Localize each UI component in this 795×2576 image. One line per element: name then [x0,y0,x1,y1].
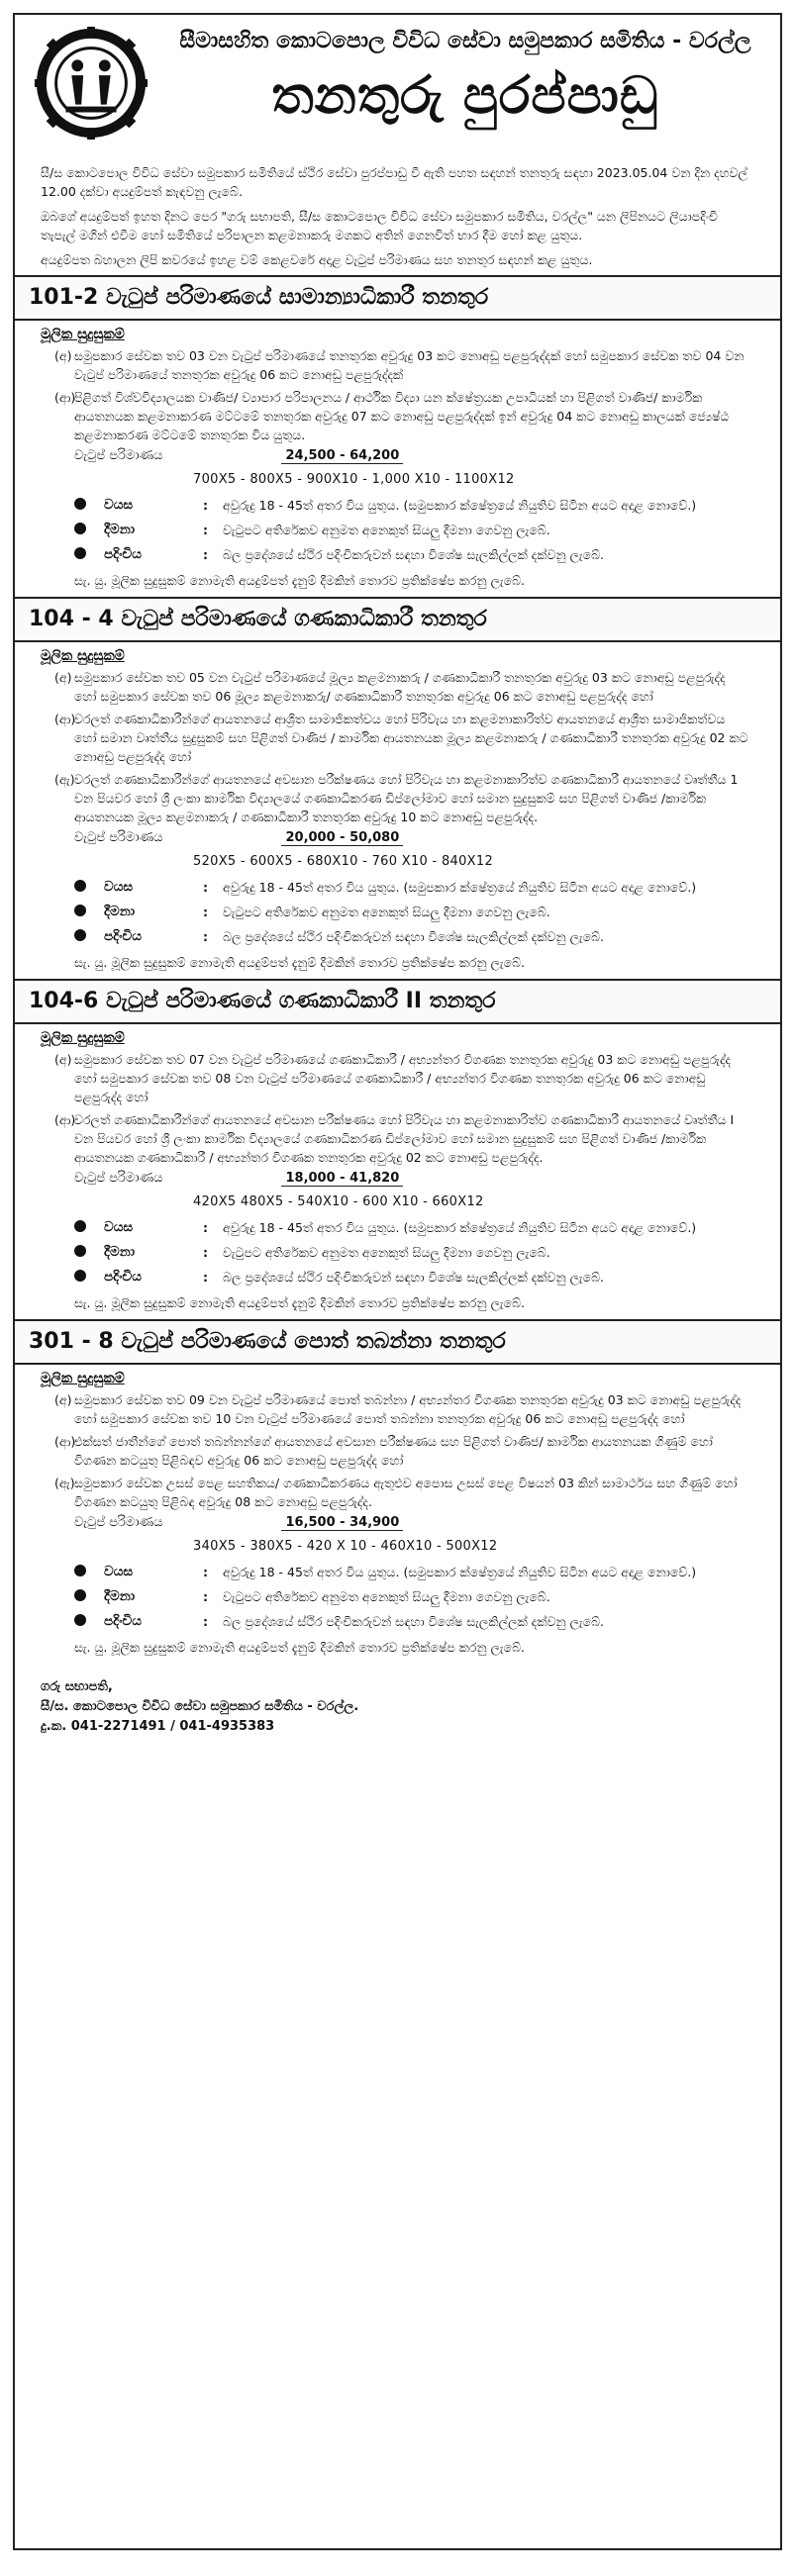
vacancy-section [15,275,780,597]
qualification-text: පිළිගත් විශ්වවිද්‍යාලයක වාණිජ/ ව්‍යාපාර පරිපාලනය / ආර්ථික විද්‍යා යන ක්ෂේත්‍රයක උපාධියක් හා පිළිගත් වාණිජ/ කාර්මික ආයතනයක කළමනාකරණ මට්ටමේ තනතුරක අවුරුදු 07 කට නොඅඩු පළපුරුද්දක් ඉන් අවුරුදු 04 කට නොඅඩු කාලයක් ජ්‍යෙෂ්ඨ කළමනාකරණ මට්ටමේ තනතුරක විය යුතුය. [74,390,729,442]
colon: : [203,498,208,513]
footer-contact [15,1664,780,1751]
age-label: වයස [104,1564,134,1579]
intro-paragraph: අයදුම්පත බහාලන ලිපි කවරයේ ඉහළ වම් කෙළවරේ අදාළ වැටුප් පරිමාණය සහ තනතුර සඳහන් කළ යුතුය. [41,252,593,267]
residence-text: බල ප්‍රදේශයේ ස්ථිර පදිංචිකරුවන් සඳහා විශේෂ සැලකිල්ලක් දක්වනු ලැබේ. [223,547,605,562]
residence-text: බල ප්‍රදේශයේ ස්ථිර පදිංචිකරුවන් සඳහා විශේෂ සැලකිල්ලක් දක්වනු ලැබේ. [223,1270,605,1285]
bullet-icon [74,1220,86,1232]
bullet-icon [74,498,86,510]
qualification-item [15,1430,780,1472]
item-marker: (අ) [54,1052,72,1067]
item-marker: (ඇ) [54,1476,75,1490]
age-label: වයස [104,879,134,895]
colon: : [203,1270,208,1285]
allowance-row [15,518,780,542]
allowance-label: දීමනා [104,1244,136,1260]
qualification-text: සමුපකාර සේවක තව 05 වන වැටුප් පරිමාණයේ මූල්‍ය කළමනාකරු / ගණකාධිකාරී තනතුරක අවුරුදු 03 කට නොඅඩු පළපුරුද්ද හෝ සමුපකාර සේවක තව 06 මූල්‍ය කළමනාකරු/ ගණකාධිකාරී තනතුරක අවුරුදු 06 කට නොඅඩු පළපුරුද්ද හෝ [74,670,726,704]
salary-label: වැටුප් පරිමාණය [74,1515,163,1530]
bullet-icon [74,523,86,534]
item-marker: (අ) [54,348,72,363]
qualification-item [15,1108,780,1169]
allowance-text: වැටුපට අතිරේකව අනුමත අනෙකුත් සියලු දීමනා ගෙවනු ලැබේ. [223,523,550,537]
section-title: 301 - 8 වැටුප් පරිමාණයේ පොත් තබන්නා තනතුර [15,1319,780,1365]
residence-label: පදිංචිය [104,928,142,944]
item-marker: (ඇ) [54,772,75,787]
section-title: 104-6 වැටුප් පරිමාණයේ ගණකාධිකාරී II තනතුර [15,979,780,1024]
footer-phone: දු.ක. 041-2271491 / 041-4935383 [41,1719,275,1734]
age-text: අවුරුදු 18 - 45ත් අතර විය යුතුය. (සමුපකාර ක්ෂේත්‍රයේ නියුතිව සිටින අයට අදාළ නොවේ.) [223,1565,697,1579]
qualification-text: සමුපකාර සේවක තව 07 වන වැටුප් පරිමාණයේ ගණකාධිකාරී / අභ්‍යන්තර විගණක තනතුරක අවුරුදු 03 කට නොඅඩු පළපුරුද්ද හෝ සමුපකාර සේවක තව 08 වන වැටුප් පරිමාණයේ ගණකාධිකාරී / අභ්‍යන්තර විගණක තනතුරක අවුරුදු 06 කට නොඅඩු පළපුරුද්ද හෝ [74,1052,732,1104]
salary-range: 16,500 - 34,900 [281,1515,403,1531]
colon: : [203,523,208,537]
salary-steps: 700X5 - 800X5 - 900X10 - 1,000 X10 - 1100X12 [193,472,515,487]
residence-label: පදිංචිය [104,1269,142,1285]
residence-row [15,542,780,567]
age-text: අවුරුදු 18 - 45ත් අතර විය යුතුය. (සමුපකාර ක්ෂේත්‍රයේ නියුතිව සිටින අයට අදාළ නොවේ.) [223,880,697,895]
section-title: 101-2 වැටුප් පරිමාණයේ සාමාන්‍යාධිකාරී තනතුර [15,275,780,321]
vacancy-section [15,1319,780,1664]
item-marker: (ආ) [54,390,76,405]
age-label: වයස [104,1219,134,1235]
section-title: 104 - 4 වැටුප් පරිමාණයේ ගණකාධිකාරී තනතුර [15,597,780,642]
bullet-icon [74,905,86,916]
residence-row [15,1609,780,1634]
qualification-item [15,1048,780,1108]
header [15,15,780,163]
colon: : [203,929,208,944]
section-note: සැ. යු. මූලික සුදුසුකම් නොමැති අයදුම්පත් දැනුම් දීමකින් තොරව ප්‍රතික්ෂේප කරනු ලැබේ. [74,1295,526,1310]
qualification-text: එක්සත් ජාතීන්ගේ පොත් තබන්නන්ගේ ආයතනයේ අවසාන පරීක්ෂණය සහ පිළිගත් වාණිජ/ කාර්මික ආයතනයක ගිණුම් හෝ විගණන කටයුතු පිළිබඳව අවුරුදු 06 කට නොඅඩු පළපුරුද්ද හෝ [74,1434,713,1468]
footer-line: සී/ස. කොටපොල විවිධ සේවා සමුපකාර සමිතිය - වරල්ල. [41,1699,359,1714]
age-text: අවුරුදු 18 - 45ත් අතර විය යුතුය. (සමුපකාර ක්ෂේත්‍රයේ නියුතිව සිටින අයට අදාළ නොවේ.) [223,498,697,513]
section-note: සැ. යු. මූලික සුදුසුකම් නොමැති අයදුම්පත් දැනුම් දීමකින් තොරව ප්‍රතික්ෂේප කරනු ලැබේ. [74,573,526,588]
colon: : [203,547,208,562]
qualification-item [15,386,780,446]
residence-text: බල ප්‍රදේශයේ ස්ථිර පදිංචිකරුවන් සඳහා විශේෂ සැලකිල්ලක් දක්වනු ලැබේ. [223,929,605,944]
allowance-label: දීමනා [104,522,136,537]
residence-row [15,1265,780,1289]
residence-row [15,924,780,949]
item-marker: (අ) [54,1392,72,1407]
item-marker: (ආ) [54,712,76,726]
colon: : [203,880,208,895]
vacancy-section [15,597,780,979]
colon: : [203,1589,208,1604]
section-note: සැ. යු. මූලික සුදුසුකම් නොමැති අයදුම්පත් දැනුම් දීමකින් තොරව ප්‍රතික්ෂේප කරනු ලැබේ. [74,1640,526,1655]
allowance-row [15,900,780,924]
qualification-text: සමුපකාර සේවක තව 09 වන වැටුප් පරිමාණයේ පොත් තබන්නා / අභ්‍යන්තර විගණක තනතුරක අවුරුදු 03 කට නොඅඩු පළපුරුද්ද හෝ සමුපකාර සේවක තව 10 වන වැටුප් පරිමාණයේ පොත් තබන්නා තනතුරක අවුරුදු 06 කට නොඅඩු පළපුරුද්ද හෝ [74,1392,742,1426]
residence-label: පදිංචිය [104,1613,142,1629]
bullet-icon [74,547,86,559]
salary-row [15,1513,780,1531]
bullet-icon [74,1614,86,1626]
qualifications-heading: මූලික සුදුසුකම් [41,1371,125,1386]
qualification-item [15,768,780,828]
colon: : [203,1245,208,1260]
salary-row [15,1169,780,1187]
intro-paragraph: ඔබගේ අයදුම්පත් ඉහත දිනට පෙර "ගරු සභාපති, සී/ස කොටපොල විවිධ සේවා සමුපකාර සමිතිය, වරල්ල" යන ලිපිනයට ලියාපදිංචි තැපැල් මගින් එවීම හෝ සමිතියේ පරිපාලන කළමනාකරු මගකට අතින් ගෙනවිත් භාර දීම හෝ කළ යුතුය. [41,209,718,242]
qualification-item [15,708,780,768]
bullet-icon [74,880,86,892]
qualification-text: වරලත් ගණකාධිකාරීන්ගේ ආයතනයේ අවසාන පරීක්ෂණය හෝ පිරිවැය හා කළමනාකාරිත්ව ගණකාධිකාරී ආයතනයේ වෘත්තීය I වන පියවර හෝ ශ්‍රී ලංකා කාර්මික විද්‍යාලයේ ගණකාධිකරණ ඩිප්ලෝමාව හෝ සමාන සුදුසුකම් සහ පිළිගත් වාණිජ /කාර්මික ආයතනයක ගණකාධිකාරී / අභ්‍යන්තර විගණක තනතුරක අවුරුදු 02 කට නොඅඩු පළපුරුද්ද. [74,1112,735,1165]
bullet-icon [74,1270,86,1282]
age-label: වයස [104,497,134,513]
qualifications-heading: මූලික සුදුසුකම් [41,327,125,342]
bullet-icon [74,1565,86,1576]
age-row [15,493,780,518]
salary-steps: 340X5 - 380X5 - 420 X 10 - 460X10 - 500X12 [193,1539,498,1554]
colon: : [203,1565,208,1579]
colon: : [203,905,208,919]
allowance-text: වැටුපට අතිරේකව අනුමත අනෙකුත් සියලු දීමනා ගෙවනු ලැබේ. [223,1589,550,1604]
qualifications-heading: මූලික සුදුසුකම් [41,648,125,664]
salary-row [15,446,780,464]
colon: : [203,1614,208,1629]
cooperative-logo-icon [33,25,149,142]
salary-label: වැටුප් පරිමාණය [74,1171,163,1186]
allowance-text: වැටුපට අතිරේකව අනුමත අනෙකුත් සියලු දීමනා ගෙවනු ලැබේ. [223,1245,550,1260]
qualification-item [15,344,780,386]
colon: : [203,1220,208,1235]
item-marker: (අ) [54,670,72,685]
allowance-text: වැටුපට අතිරේකව අනුමත අනෙකුත් සියලු දීමනා ගෙවනු ලැබේ. [223,905,550,919]
salary-row [15,828,780,846]
residence-label: පදිංචිය [104,546,142,562]
salary-steps: 520X5 - 600X5 - 680X10 - 760 X10 - 840X12 [193,854,494,869]
intro-text [15,163,780,269]
age-row [15,875,780,900]
item-marker: (ආ) [54,1112,76,1127]
salary-label: වැටුප් පරිමාණය [74,448,163,463]
organization-name: සීමාසහිත කොටපොල විවිධ සේවා සමුපකාර සමිතිය - වරල්ල [179,29,751,53]
advertisement-title: තනතුරු පුරප්පාඩු [271,66,659,126]
footer-line: ගරු සභාපති, [41,1679,113,1694]
salary-range: 24,500 - 64,200 [281,448,403,464]
vacancy-section [15,979,780,1319]
salary-range: 18,000 - 41,820 [281,1171,403,1187]
intro-paragraph: සී/ස කොටපොල විවිධ සේවා සමුපකාර සමිතියේ ස්ථිර සේවා පුරප්පාඩු වී ඇති පහත සඳහන් තනතුරු සඳහා 2023.05.04 වන දින දහවල් 12.00 දක්වා අයදුම්පත් කැඳවනු ලැබේ. [41,165,748,199]
allowance-label: දීමනා [104,1588,136,1604]
qualification-text: වරලත් ගණකාධිකාරීන්ගේ ආයතනයේ ආශ්‍රිත සාමාජිකත්වය හෝ පිරිවැය හා කළමනාකාරිත්ව ආයතනයේ ආශ්‍රිත සාමාජිකත්වය හෝ සමාන වෘත්තීය සුදුසුකම් සහ පිළිගත් වාණිජ / කාර්මික ආයතනයක මූල්‍ය කළමනාකරු / ගණකාධිකාරී තනතුරක අවුරුදු 02 කට නොඅඩු පළපුරුද්ද හෝ [74,712,748,764]
salary-range: 20,000 - 50,080 [281,830,403,846]
qualification-text: වරලත් ගණකාධිකාරීන්ගේ ආයතනයේ අවසාන පරීක්ෂණය හෝ පිරිවැය හා කළමනාකාරිත්ව ගණකාධිකාරී ආයතනයේ වෘත්තීය 1 වන පියවර හෝ ශ්‍රී ලංකා කාර්මික විද්‍යාලයේ ගණකාධිකරණ ඩිප්ලෝමාව හෝ සමාන සුදුසුකම් සහ පිළිගත් වාණිජ /කාර්මික ආයතනයක මූල්‍ය කළමනාකරු / ගණකාධිකාරී තනතුරක අවුරුදු 10 කට නොඅඩු පළපුරුද්ද. [74,772,739,824]
advertisement-page [13,13,782,2550]
qualification-text: සමුපකාර සේවක තව 03 වන වැටුප් පරිමාණයේ තනතුරක අවුරුදු 03 කට නොඅඩු පළපුරුද්දක් හෝ සමුපකාර සේවක තව 04 වන වැටුප් පරිමාණයේ තනතුරක අවුරුදු 06 කට නොඅඩු පළපුරුද්දක් [74,348,745,382]
qualification-item [15,1472,780,1513]
qualification-item [15,1388,780,1430]
age-row [15,1215,780,1240]
bullet-icon [74,1589,86,1601]
bullet-icon [74,1245,86,1257]
qualifications-heading: මූලික සුදුසුකම් [41,1030,125,1046]
qualification-item [15,666,780,708]
salary-steps: 420X5 480X5 - 540X10 - 600 X10 - 660X12 [193,1194,484,1209]
allowance-label: දීමනා [104,904,136,919]
qualification-text: සමුපකාර සේවක උසස් පෙළ සහතිකය/ ගණකාධිකරණය ඇතුළුව අපොස උසස් පෙළ විෂයන් 03 කින් සාමාර්ථය සහ ගිණුම් හෝ විගණන කටයුතු පිළිබඳ අවුරුදු 08 කට නොඅඩු පළපුරුද්ද. [74,1476,738,1509]
residence-text: බල ප්‍රදේශයේ ස්ථිර පදිංචිකරුවන් සඳහා විශේෂ සැලකිල්ලක් දක්වනු ලැබේ. [223,1614,605,1629]
salary-label: වැටුප් පරිමාණය [74,830,163,845]
age-row [15,1560,780,1584]
bullet-icon [74,929,86,941]
allowance-row [15,1240,780,1265]
item-marker: (ආ) [54,1434,76,1449]
section-note: සැ. යු. මූලික සුදුසුකම් නොමැති අයදුම්පත් දැනුම් දීමකින් තොරව ප්‍රතික්ෂේප කරනු ලැබේ. [74,955,526,970]
allowance-row [15,1584,780,1609]
age-text: අවුරුදු 18 - 45ත් අතර විය යුතුය. (සමුපකාර ක්ෂේත්‍රයේ නියුතිව සිටින අයට අදාළ නොවේ.) [223,1220,697,1235]
